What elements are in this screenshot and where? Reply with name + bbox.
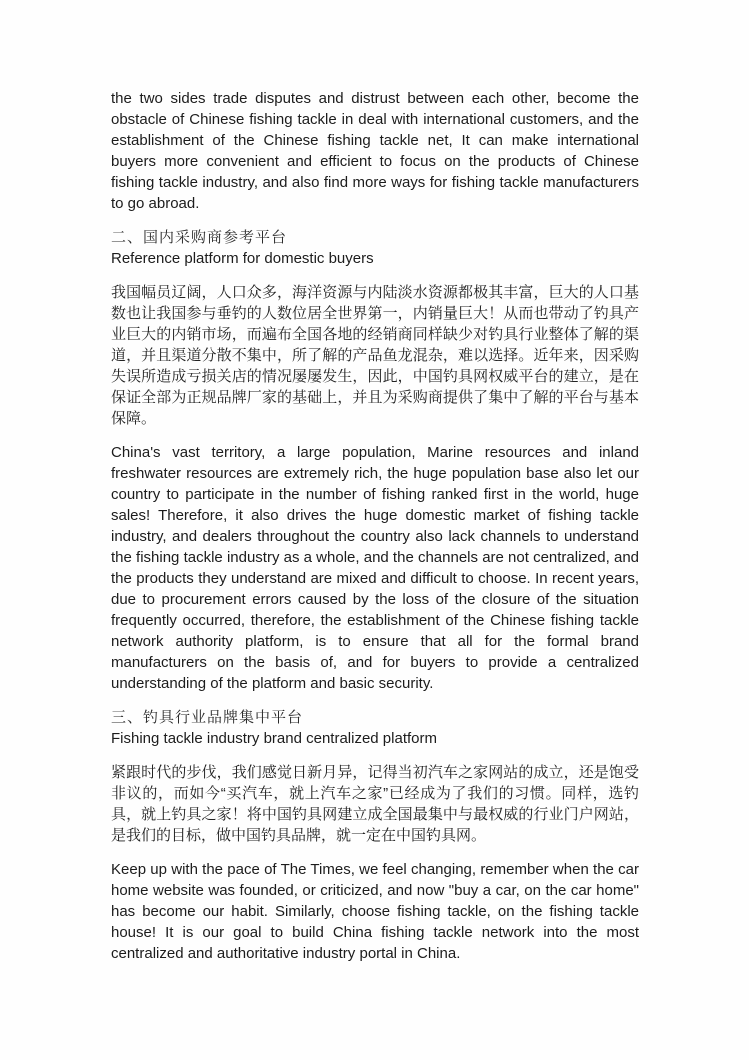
section-3-heading-chinese: 三、钓具行业品牌集中平台: [111, 709, 304, 726]
paragraph-intro-english: the two sides trade disputes and distrust between each other, become the obstacle of Chinese fishing tackle in deal with international customers, and the establishment of the Chinese fishing tackle net, It can make international buyers more convenient and efficient to focus on the products of Chinese fishing tackle industry, and also find more ways for fishing tackle manufacturers to go abroad.: [111, 90, 639, 212]
section-2-heading-chinese: 二、国内采购商参考平台: [111, 229, 288, 246]
section-3-paragraph-chinese: 紧跟时代的步伐，我们感觉日新月异，记得当初汽车之家网站的成立，还是饱受非议的，而如今“买汽车，就上汽车之家”已经成为了我们的习惯。同样，选钓具，就上钓具之家！将中国钓具网建立成全国最集中与最权威的行业门户网站，是我们的目标，做中国钓具品牌，就一定在中国钓具网。: [111, 764, 639, 844]
document-content: [111, 88, 639, 977]
section-2-heading-english: Reference platform for domestic buyers: [111, 250, 374, 267]
section-3-heading-english: Fishing tackle industry brand centralized platform: [111, 730, 437, 747]
section-3-heading-block: [111, 707, 639, 749]
section-2-paragraph-chinese: 我国幅员辽阔，人口众多，海洋资源与内陆淡水资源都极其丰富，巨大的人口基数也让我国参与垂钓的人数位居全世界第一，内销量巨大！从而也带动了钓具产业巨大的内销市场，而遍布全国各地的经销商同样缺少对钓具行业整体了解的渠道，并且渠道分散不集中，所了解的产品鱼龙混杂，难以选择。近年来，因采购失误所造成亏损关店的情况屡屡发生，因此，中国钓具网权威平台的建立，是在保证全部为正规品牌厂家的基础上，并且为采购商提供了集中了解的平台与基本保障。: [111, 284, 639, 427]
section-2-heading-block: [111, 227, 639, 269]
section-2-paragraph-english: China's vast territory, a large population, Marine resources and inland freshwater resources are extremely rich, the huge population base also let our country to participate in the number of fishing ranked first in the world, huge sales! Therefore, it also drives the huge domestic market of fishing tackle industry, and dealers throughout the country also lack channels to understand the fishing tackle industry as a whole, and the channels are not centralized, and the products they understand are mixed and difficult to choose. In recent years, due to procurement errors caused by the loss of the closure of the situation frequently occurred, therefore, the establishment of the Chinese fishing tackle network authority platform, is to ensure that all for the formal brand manufacturers on the basis of, and for buyers to provide a centralized understanding of the platform and basic security.: [111, 444, 639, 692]
section-3-paragraph-english: Keep up with the pace of The Times, we feel changing, remember when the car home website was founded, or criticized, and now "buy a car, on the car home" has become our habit. Similarly, choose fishing tackle, on the fishing tackle house! It is our goal to build China fishing tackle network into the most centralized and authoritative industry portal in China.: [111, 861, 639, 962]
